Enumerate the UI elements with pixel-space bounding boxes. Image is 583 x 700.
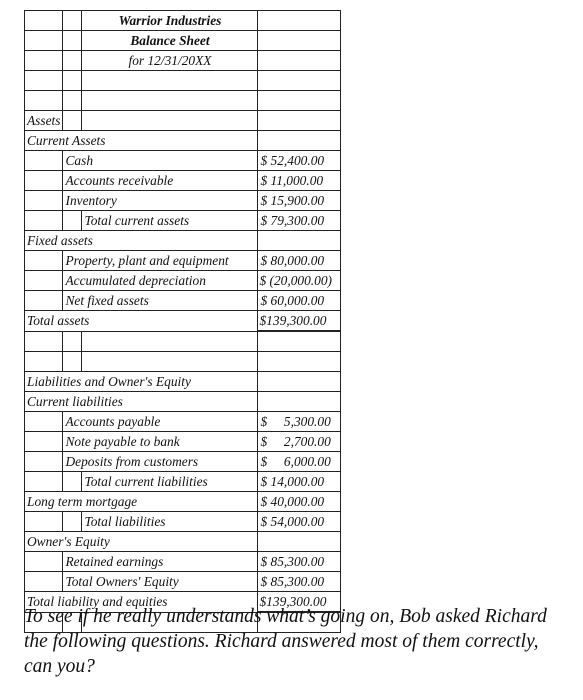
blank-row: [25, 71, 341, 91]
row-amount: $ 80,000.00: [258, 251, 341, 271]
table-row: [25, 512, 341, 532]
table-row: [25, 472, 341, 492]
row-label: Accumulated depreciation: [63, 271, 258, 291]
equity-heading: Owner's Equity: [25, 532, 258, 552]
table-row: [25, 412, 341, 432]
row-amount: $ 79,300.00: [258, 211, 341, 231]
row-amount: $ (20,000.00): [258, 271, 341, 291]
question-intro-text: To see if he really understands what’s going on, Bob asked Richard the following questions. Richard answered most of them correctly, can you?: [24, 606, 547, 677]
blank-row: [25, 352, 341, 372]
row-amount: $ 15,900.00: [258, 191, 341, 211]
row-amount: $ 5,300.00: [258, 412, 341, 432]
table-row: [25, 492, 341, 512]
assets-heading-row: [25, 111, 341, 131]
row-label: Total current liabilities: [82, 472, 258, 492]
balance-sheet-table: [24, 10, 341, 633]
row-amount: $ 6,000.00: [258, 452, 341, 472]
row-amount: $ 60,000.00: [258, 291, 341, 311]
current-liabilities-row: [25, 392, 341, 412]
table-row: [25, 311, 341, 332]
row-label: Inventory: [63, 191, 258, 211]
row-label: Cash: [63, 151, 258, 171]
table-row: [25, 552, 341, 572]
row-amount: $ 85,300.00: [258, 552, 341, 572]
row-label: Total current assets: [82, 211, 258, 231]
row-amount: $ 54,000.00: [258, 512, 341, 532]
row-amount: $139,300.00: [258, 592, 341, 613]
row-amount: $ 14,000.00: [258, 472, 341, 492]
blank-row: [25, 91, 341, 111]
table-row: [25, 171, 341, 191]
row-label: Property, plant and equipment: [63, 251, 258, 271]
row-amount: $ 85,300.00: [258, 572, 341, 592]
row-label: Note payable to bank: [63, 432, 258, 452]
row-label: Long term mortgage: [25, 492, 258, 512]
equity-heading-row: [25, 532, 341, 552]
current-liabilities-heading: Current liabilities: [25, 392, 258, 412]
balance-sheet: [24, 10, 341, 633]
row-amount: $ 11,000.00: [258, 171, 341, 191]
row-label: Net fixed assets: [63, 291, 258, 311]
table-row: [25, 271, 341, 291]
statement-date: for 12/31/20XX: [82, 51, 258, 71]
table-row: [25, 432, 341, 452]
current-assets-row: [25, 131, 341, 151]
row-label: Deposits from customers: [63, 452, 258, 472]
title-row-statement: [25, 31, 341, 51]
row-amount: $ 40,000.00: [258, 492, 341, 512]
liabilities-heading-row: [25, 372, 341, 392]
table-row: [25, 151, 341, 171]
row-label: Retained earnings: [63, 552, 258, 572]
row-label: Accounts payable: [63, 412, 258, 432]
fixed-assets-row: [25, 231, 341, 251]
assets-heading: Assets: [25, 111, 63, 131]
table-row: [25, 452, 341, 472]
table-row: [25, 291, 341, 311]
row-label: Total liability and equities: [25, 592, 258, 613]
title-row-company: [25, 11, 341, 31]
table-row: [25, 251, 341, 271]
row-amount: $ 2,700.00: [258, 432, 341, 452]
row-label: Total assets: [25, 311, 258, 332]
row-label: Accounts receivable: [63, 171, 258, 191]
blank-row: [25, 331, 341, 352]
liabilities-heading: Liabilities and Owner's Equity: [25, 372, 258, 392]
table-row: [25, 191, 341, 211]
current-assets-heading: Current Assets: [25, 131, 258, 151]
statement-name: Balance Sheet: [82, 31, 258, 51]
company-name: Warrior Industries: [82, 11, 258, 31]
title-row-date: [25, 51, 341, 71]
row-amount: $139,300.00: [258, 311, 341, 332]
row-amount: $ 52,400.00: [258, 151, 341, 171]
row-label: Total liabilities: [82, 512, 258, 532]
fixed-assets-heading: Fixed assets: [25, 231, 258, 251]
table-row: [25, 211, 341, 231]
table-row: [25, 572, 341, 592]
row-label: Total Owners' Equity: [63, 572, 258, 592]
